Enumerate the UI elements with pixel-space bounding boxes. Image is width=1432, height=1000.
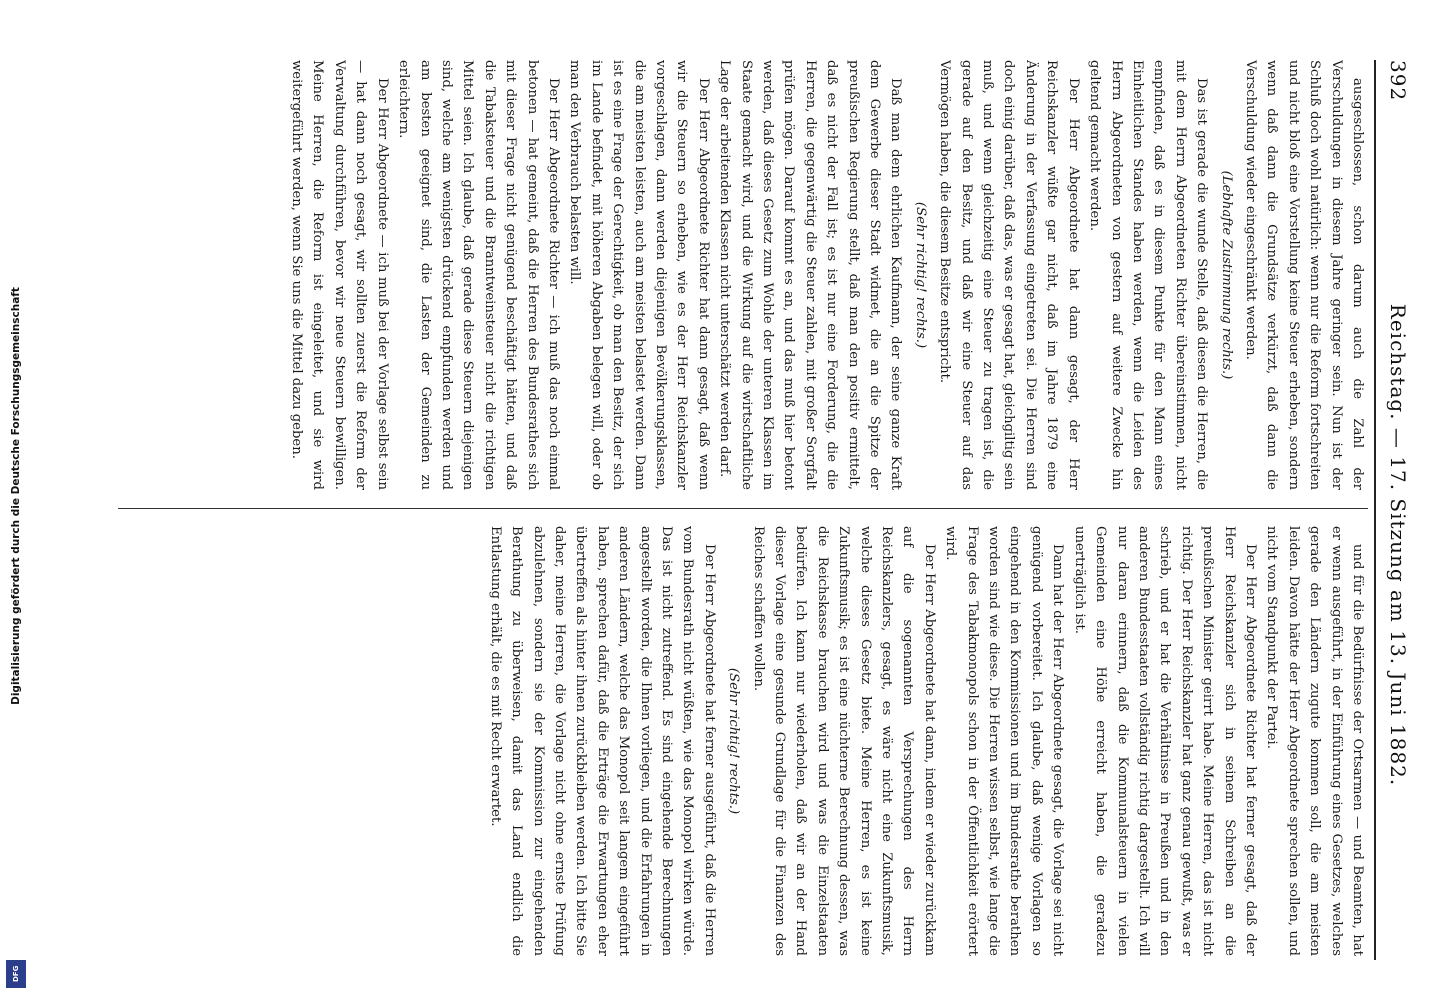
paragraph: Der Herr Abgeordnete Richter — ich muß das noch einmal betonen — hat gemeint, daß die Herren des Bundesrathes sich mit dieser Frage nicht genügend beschäftigt hätten, und daß die Tabaksteuer und die Branntweinsteuer nicht die richtigen Mittel seien. Ich glaube, daß gerade diese Steuern diejenigen sind, welche am wenigsten drückend empfunden werden und am besten geeignet sind, die Lasten der Gemeinden zu erleichtern.	[396, 60, 561, 490]
page-title: Reichstag. — 17. Sitzung am 13. Juni 1882.	[1386, 303, 1410, 787]
paragraph: Der Herr Abgeordnete hat dann gesagt, der Herr Reichskanzler wüßte gar nicht, daß im Jahre 1879 eine Änderung in der Verfassung eingetreten sei. Die Herren sind doch einig darüber, daß das, was er gesagt hat, gleichgiltig sein muß, und wenn gleichzeitig eine Steuer zu tragen ist, die gerade auf den Besitz, und daß wir eine Steuer auf das Vermögen haben, die diesem Besitze entspricht.	[937, 60, 1081, 490]
page-number: 392	[1386, 60, 1410, 102]
remark: (Lebhafte Zustimmung rechts.)	[1218, 170, 1234, 380]
paragraph: ausgeschlossen, schon darum auch die Zahl der Verschuldungen in diesem Jahre geringer sein. Nun ist der Schluß doch wohl natürlich: wenn nur die Reform fortschreiten und nicht bloß eine Vorstellung keine Steuer erheben, sondern wenn daß dann die Grundsätze verkürzt, daß dann die Verschuldung wieder eingeschränkt werden.	[1242, 60, 1365, 490]
paragraph: Der Herr Abgeordnete — ich muß bei der Vorlage selbst sein — hat dann noch gesagt, wir sollten zuerst die Reform der Verwaltung durchführen, bevor wir neue Steuern bewilligen. Meine Herren, die Reform ist eingeleitet, und sie wird weitergeführt werden, wenn Sie uns die Mittel dazu geben.	[289, 60, 390, 490]
page-header	[1380, 60, 1416, 960]
paragraph: Der Herr Abgeordnete Richter hat ferner gesagt, daß der Herr Reichskanzler sich in seinem Schreiben an die preußischen Minister geirrt habe. Meine Herren, das ist nicht richtig. Der Herr Reichskanzler hat ganz genau gewußt, was er schrieb, und er hat die Verhältnisse in Preußen und in den anderen Bundesstaaten vollständig richtig dargestellt. Ich will nur daran erinnern, daß die Kommunalsteuern in vielen Gemeinden eine Höhe erreicht haben, die geradezu unerträglich ist.	[1071, 526, 1258, 956]
paragraph: Das ist gerade die wunde Stelle, daß diesen die Herren, die mit dem Herrn Abgeordneten Richter übereinstimmen, nicht empfinden, daß es in diesem Punkte für den Mann eines Einheitlichen Standes haben werden, wenn die Leiden des Herrn Abgeordneten von gestern auf weitere Zwecke hin geltend gemacht werden.	[1087, 60, 1210, 490]
dfg-logo: DFG	[6, 960, 26, 988]
left-column	[118, 60, 1368, 490]
paragraph: Daß man dem ehrlichen Kaufmann, der seine ganze Kraft dem Gewerbe dieser Stadt widmet, die an die Spitze der preußischen Regierung stellt, daß man den positiv ermittelt, daß es nicht der Fall ist; es ist nur eine Forderung, die die Herren, die gegenwärtig die Steuer zahlen, mit großer Sorgfalt prüfen mögen. Darauf kommt es an, und das muß hier betont werden, daß dieses Gesetz zum Wohle der unteren Klassen im Staate gemacht wird, und die Wirkung auf die wirtschaftliche Lage der arbeitenden Klassen nicht unterschätzt werden darf.	[717, 60, 904, 490]
paragraph: Der Herr Abgeordnete hat dann, indem er wieder zurückkam auf die sogenannten Versprechungen des Herrn Reichskanzlers, gesagt, es wäre nicht eine Zukunftsmusik, welche dieses Gesetz biete. Meine Herren, es ist keine Zukunftsmusik; es ist eine nüchterne Berechnung dessen, was die Reichskasse brauchen wird und was die Einzelstaaten bedürfen. Ich kann nur wiederholen, daß wir an der Hand dieser Vorlage eine gesunde Grundlage für die Finanzen des Reiches schaffen wollen.	[750, 526, 937, 956]
right-column	[118, 526, 1368, 956]
digitization-credit	[6, 10, 32, 990]
paragraph: Dann hat der Herr Abgeordnete gesagt, die Vorlage sei nicht genügend vorbereitet. Ich glaube, daß wenige Vorlagen so eingehend in den Kommissionen und im Bundesrathe berathen worden sind wie diese. Die Herren wissen selbst, wie lange die Frage des Tabakmonopols schon in der Öffentlichkeit erörtert wird.	[943, 526, 1066, 956]
remark: (Sehr richtig! rechts.)	[912, 201, 928, 349]
paragraph: Der Herr Abgeordnete Richter hat dann gesagt, daß wenn wir die Steuern so erheben, wie es der Herr Reichskanzler vorgeschlagen, dann werden diejenigen Bevölkerungsklassen, die am meisten leisten, auch am meisten belastet werden. Dann ist es eine Frage der Gerechtigkeit, ob man den Besitz, der sich im Lande befindet, mit höheren Abgaben belegen will, oder ob man den Verbrauch belasten will.	[567, 60, 711, 490]
header-rule	[1374, 60, 1376, 960]
credit-text: Digitalisierung gefördert durch die Deutsche Forschungsgemeinschaft	[10, 287, 22, 705]
paragraph: und für die Bedürfnisse der Ortsarmen — und Beamten, hat er wenn ausgeführt, in der Einführung eines Gesetzes, welches gerade den Ländern zugute kommen soll, die am meisten leiden. Davon hätte der Herr Abgeordnete sprechen sollen, und nicht vom Standpunkt der Partei.	[1264, 526, 1365, 956]
remark: (Sehr richtig! rechts.)	[726, 667, 742, 815]
paragraph: Der Herr Abgeordnete hat ferner ausgeführt, daß die Herren vom Bundesrath nicht wüßten, wie das Monopol wirken würde. Das ist nicht zutreffend. Es sind eingehende Berechnungen angestellt worden, die Ihnen vorliegen, und die Erfahrungen in anderen Ländern, welche das Monopol seit langem eingeführt haben, sprechen dafür, daß die Erträge die Erwartungen eher übertreffen als hinter ihnen zurückbleiben werden. Ich bitte Sie daher, meine Herren, die Vorlage nicht ohne ernste Prüfung abzulehnen, sondern sie der Kommission zur eingehenden Berathung zu überweisen, damit das Land endlich die Entlastung erhält, die es mit Recht erwartet.	[487, 526, 717, 956]
rotated-page-content	[106, 60, 1416, 960]
column-divider	[118, 508, 1368, 509]
